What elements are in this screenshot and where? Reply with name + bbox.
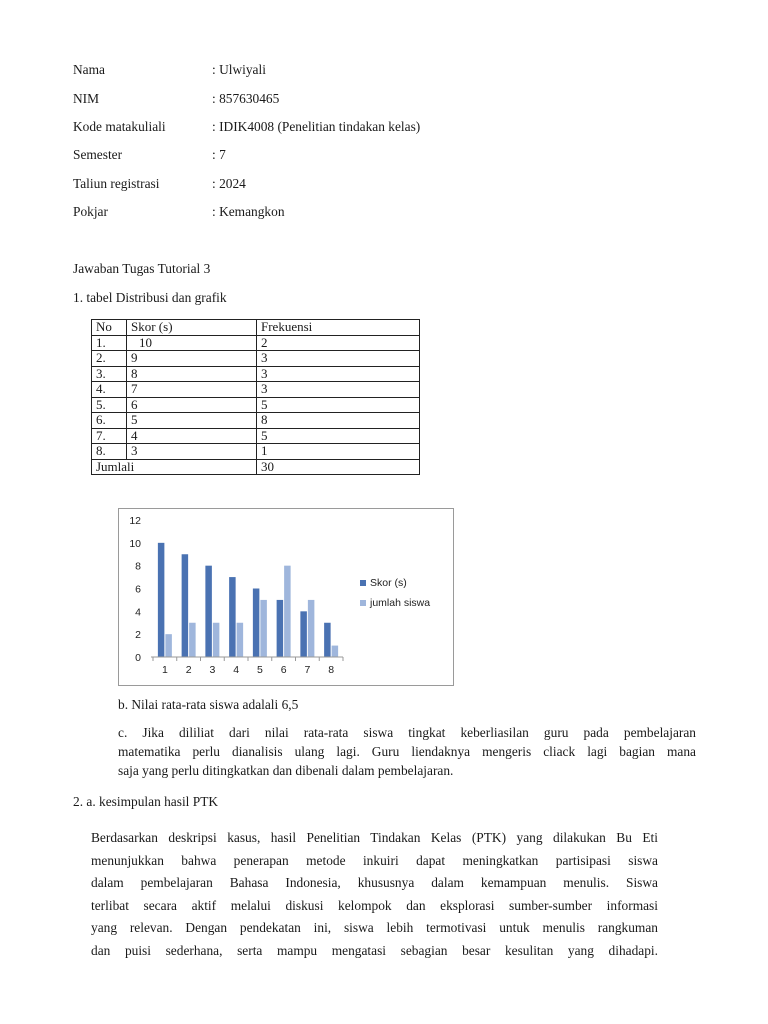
info-label: Nama — [73, 62, 105, 77]
info-label: Semester — [73, 147, 123, 162]
cell-frekuensi: 3 — [257, 382, 420, 398]
table-row — [92, 428, 420, 444]
legend-swatch — [360, 580, 366, 586]
conclusion-line: dalam pembelajaran Bahasa Indonesia, khususnya dalam kemampuan menulis. Siswa — [91, 875, 658, 890]
bar-skor — [182, 554, 189, 657]
bar-skor — [277, 600, 284, 657]
cell-skor: 10 — [127, 335, 257, 351]
bar-chart — [118, 508, 454, 686]
header-frekuensi: Frekuensi — [257, 320, 420, 336]
table-row — [92, 351, 420, 367]
info-label: NIM — [73, 91, 100, 106]
bar-jumlah-siswa — [213, 623, 220, 657]
bar-skor — [229, 577, 236, 657]
table-row — [92, 444, 420, 460]
cell-frekuensi: 1 — [257, 444, 420, 460]
header-no: No — [92, 320, 127, 336]
cell-skor: 5 — [127, 413, 257, 429]
cell-no: 2. — [92, 351, 127, 367]
info-value: : 857630465 — [212, 91, 280, 106]
distribution-table — [91, 319, 420, 475]
x-tick-label: 4 — [233, 664, 240, 676]
bar-skor — [253, 589, 260, 658]
part-c-text — [118, 723, 696, 780]
cell-frekuensi: 8 — [257, 413, 420, 429]
bar-jumlah-siswa — [332, 646, 339, 657]
legend-label: Skor (s) — [370, 577, 407, 589]
header-skor: Skor (s) — [127, 320, 257, 336]
cell-no: 7. — [92, 428, 127, 444]
info-value: : 7 — [212, 147, 226, 162]
part-b-text: b. Nilai rata-rata siswa adalali 6,5 — [118, 697, 299, 712]
cell-frekuensi: 2 — [257, 335, 420, 351]
table-row — [92, 413, 420, 429]
bar-jumlah-siswa — [237, 623, 244, 657]
info-label: Taliun registrasi — [73, 176, 160, 191]
x-tick-label: 6 — [280, 664, 287, 676]
bar-skor — [205, 566, 212, 657]
y-tick-label: 10 — [129, 537, 141, 550]
info-value: : Kemangkon — [212, 204, 285, 219]
cell-skor: 6 — [127, 397, 257, 413]
table-total-row — [92, 459, 420, 475]
cell-frekuensi: 5 — [257, 397, 420, 413]
cell-skor: 8 — [127, 366, 257, 382]
bar-skor — [324, 623, 331, 657]
cell-frekuensi: 5 — [257, 428, 420, 444]
bar-jumlah-siswa — [189, 623, 196, 657]
info-value: : 2024 — [212, 176, 246, 191]
conclusion-line: yang relevan. Dengan pendekatan ini, siswa lebih termotivasi untuk menulis rangkuman — [91, 920, 658, 935]
info-value: : Ulwiyali — [212, 62, 266, 77]
cell-skor: 7 — [127, 382, 257, 398]
cell-no: 1. — [92, 335, 127, 351]
x-tick-label: 8 — [328, 664, 335, 676]
cell-no: 5. — [92, 397, 127, 413]
cell-no: 6. — [92, 413, 127, 429]
bar-jumlah-siswa — [165, 634, 172, 657]
cell-skor: 4 — [127, 428, 257, 444]
bar-chart-svg — [119, 509, 453, 685]
bar-skor — [158, 543, 165, 657]
x-tick-label: 2 — [185, 664, 192, 676]
part-c-line: saja yang perlu ditingkatkan dan dibenali dalam pembelajaran. — [118, 763, 454, 778]
legend-label: jumlah siswa — [370, 597, 431, 609]
y-tick-label: 6 — [135, 583, 141, 596]
cell-frekuensi: 3 — [257, 351, 420, 367]
conclusion-paragraph — [91, 827, 658, 962]
total-value: 30 — [257, 459, 420, 475]
cell-frekuensi: 3 — [257, 366, 420, 382]
x-tick-label: 5 — [256, 664, 263, 676]
y-tick-label: 8 — [135, 560, 141, 573]
table-row — [92, 335, 420, 351]
bar-jumlah-siswa — [260, 600, 267, 657]
x-tick-label: 1 — [161, 664, 168, 676]
y-tick-label: 12 — [129, 515, 141, 527]
section2-title: 2. a. kesimpulan hasil PTK — [73, 794, 219, 809]
part-c-line: matematika perlu dianalisis ulang lagi. Guru liendaknya mengeris cliack lagi bagian mana — [118, 744, 696, 759]
total-label: Jumlali — [92, 459, 257, 475]
conclusion-line: dan puisi sederhana, serta mampu mengatasi sebagian besar kesulitan yang dihadapi. — [91, 942, 658, 958]
y-tick-label: 2 — [135, 629, 141, 642]
part-c-line: c. Jika dililiat dari nilai rata-rata siswa tingkat keberliasilan guru pada pembelajaran — [118, 725, 696, 740]
section1-title: 1. tabel Distribusi dan grafik — [73, 290, 227, 305]
info-value: : IDIK4008 (Penelitian tindakan kelas) — [212, 119, 421, 134]
conclusion-line: menunjukkan bahwa penerapan metode inkuiri dapat meningkatkan partisipasi siswa — [91, 852, 658, 868]
conclusion-line: terlibat secara aktif melalui diskusi kelompok dan eksplorasi sumber-sumber informasi — [91, 897, 658, 913]
info-label: Pokjar — [73, 204, 108, 219]
table-row — [92, 397, 420, 413]
cell-no: 8. — [92, 444, 127, 460]
conclusion-line: Berdasarkan deskripsi kasus, hasil Penelitian Tindakan Kelas (PTK) yang dilakukan Bu Eti — [91, 830, 658, 845]
cell-no: 3. — [92, 366, 127, 382]
table-row — [92, 366, 420, 382]
x-tick-label: 3 — [209, 664, 216, 676]
bar-jumlah-siswa — [308, 600, 315, 657]
cell-skor: 9 — [127, 351, 257, 367]
cell-no: 4. — [92, 382, 127, 398]
table-row — [92, 382, 420, 398]
x-tick-label: 7 — [304, 664, 311, 676]
y-tick-label: 0 — [135, 652, 141, 664]
bar-skor — [300, 611, 307, 657]
bar-jumlah-siswa — [284, 566, 291, 657]
table-header-row — [92, 320, 420, 336]
y-tick-label: 4 — [135, 606, 141, 619]
cell-skor: 3 — [127, 444, 257, 460]
legend-swatch — [360, 600, 366, 606]
info-label: Kode matakuliali — [73, 119, 166, 134]
page-heading: Jawaban Tugas Tutorial 3 — [73, 261, 211, 276]
